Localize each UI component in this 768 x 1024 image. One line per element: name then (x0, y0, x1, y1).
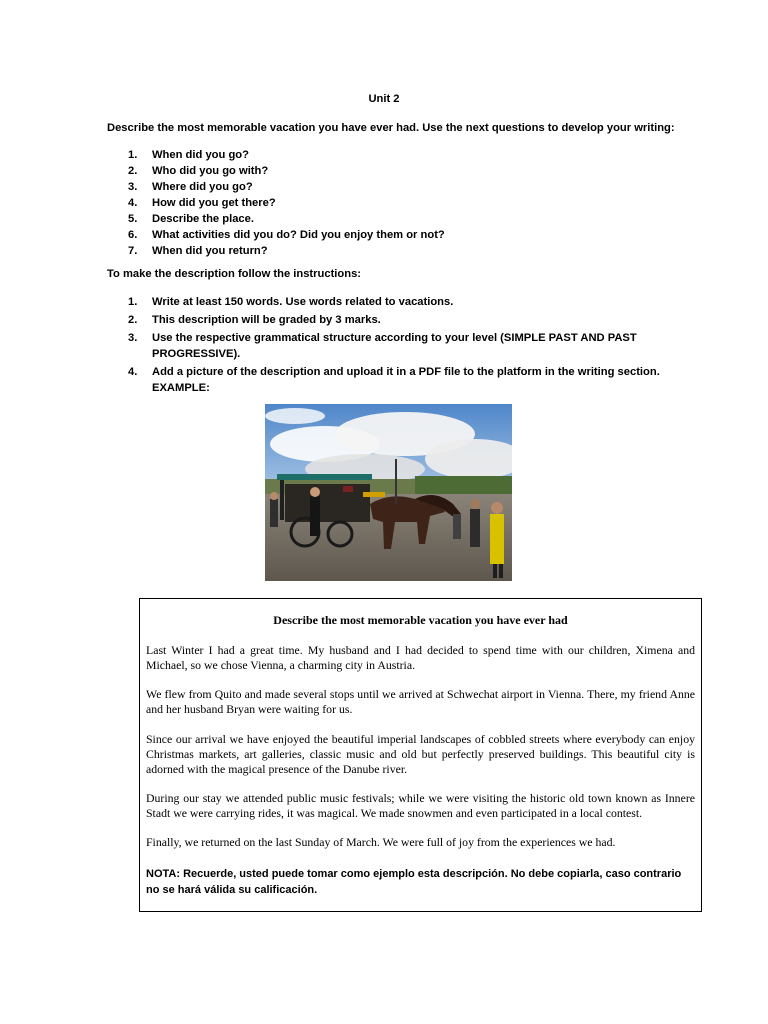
list-item (107, 211, 445, 227)
list-item (107, 243, 445, 259)
list-item (107, 294, 667, 310)
list-item (107, 312, 667, 328)
assignment-intro: Describe the most memorable vacation you have ever had. Use the next questions to develop your writing: (107, 122, 675, 134)
question-text: Who did you go with? (152, 165, 269, 177)
instructions-heading: To make the description follow the instructions: (107, 268, 362, 280)
list-number: 6. (128, 229, 138, 241)
example-paragraph: Since our arrival we have enjoyed the beautiful imperial landscapes of cobbled streets where everybody can enjoy Christmas markets, art galleries, classic music and old but perfectly preserved buildings. This beautiful city is adorned with the magical presence of the Danube river. (146, 732, 695, 777)
list-number: 7. (128, 245, 138, 257)
list-number: 2. (128, 314, 138, 326)
question-text: When did you return? (152, 245, 268, 257)
example-paragraph: Last Winter I had a great time. My husband and I had decided to spend time with our children, Ximena and Michael, so we chose Vienna, a charming city in Austria. (146, 643, 695, 673)
list-item (107, 364, 667, 396)
unit-title: Unit 2 (368, 93, 400, 105)
example-paragraph: We flew from Quito and made several stops until we arrived at Schwechat airport in Vienna. There, my friend Anne and her husband Bryan were waiting for us. (146, 687, 695, 717)
list-item (107, 227, 445, 243)
example-photo (265, 404, 512, 581)
list-item (107, 147, 445, 163)
example-description-box (139, 598, 702, 912)
question-text: How did you get there? (152, 197, 276, 209)
question-text: Where did you go? (152, 181, 253, 193)
list-number: 1. (128, 296, 138, 308)
list-number: 4. (128, 197, 138, 209)
list-number: 5. (128, 213, 138, 225)
example-paragraph: During our stay we attended public music festivals; while we were visiting the historic old town known as Innere Stadt we were carrying rides, it was magical. We made snowmen and even participated in a local contest. (146, 791, 695, 821)
list-item (107, 195, 445, 211)
list-number: 3. (128, 332, 138, 344)
list-item (107, 179, 445, 195)
question-list (107, 147, 445, 259)
list-number: 1. (128, 149, 138, 161)
nota-note: NOTA: Recuerde, usted puede tomar como ejemplo esta descripción. No debe copiarla, caso contrario no se hará válida su calificación. (146, 868, 682, 896)
instruction-text: Use the respective grammatical structure according to your level (SIMPLE PAST AND PAST PROGRESSIVE). (152, 332, 637, 360)
question-text: Describe the place. (152, 213, 254, 225)
question-text: What activities did you do? Did you enjoy them or not? (152, 229, 445, 241)
example-title: Describe the most memorable vacation you have ever had (273, 613, 568, 627)
list-item (107, 163, 445, 179)
instruction-text: Add a picture of the description and upload it in a PDF file to the platform in the writing section. EXAMPLE: (152, 366, 660, 394)
list-number: 3. (128, 181, 138, 193)
example-paragraph: Finally, we returned on the last Sunday of March. We were full of joy from the experiences we had. (146, 835, 616, 849)
list-number: 2. (128, 165, 138, 177)
list-item (107, 330, 667, 362)
instruction-text: This description will be graded by 3 marks. (152, 314, 381, 326)
instruction-text: Write at least 150 words. Use words related to vacations. (152, 296, 454, 308)
list-number: 4. (128, 366, 138, 378)
question-text: When did you go? (152, 149, 249, 161)
instruction-list (107, 294, 667, 398)
